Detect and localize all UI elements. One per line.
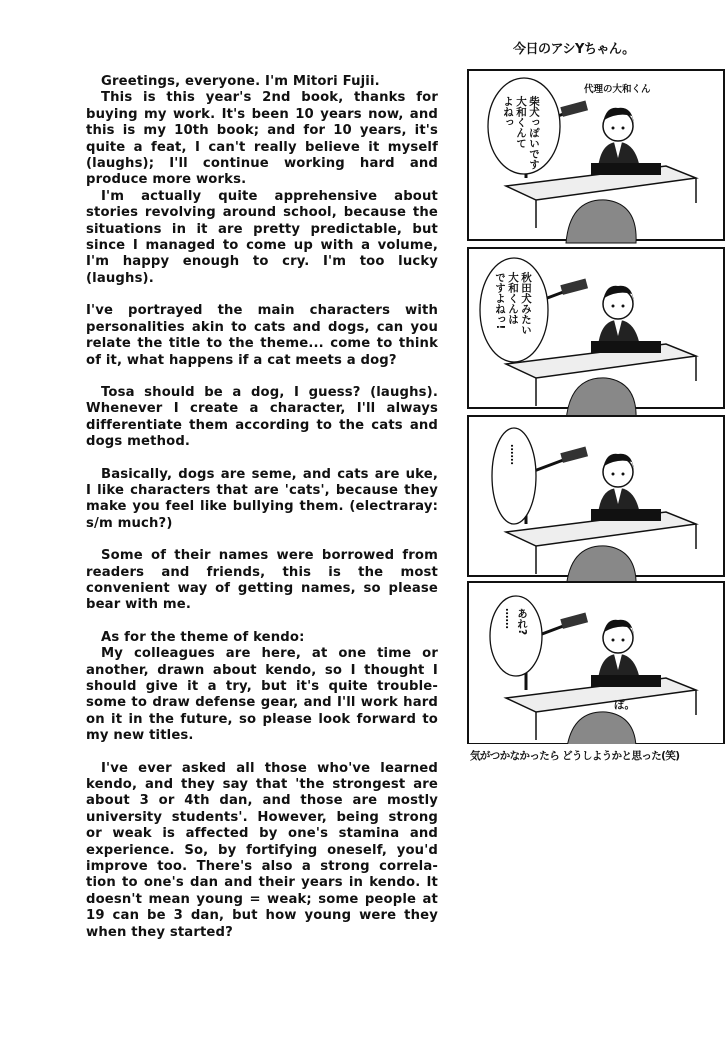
paragraph-school-stories: I'm actually quite apprehensive about stories revolving around school, because the situations in it are pretty predictable, but since I managed to come up with a volume, I'm happy enough to cry. I'm too lucky (laughs). — [86, 188, 438, 286]
paragraph-kendo-dan: I've ever asked all those who've learned kendo, and they say that 'the strongest are about 3 or 4th dan, and those are mostly university students'. However, being strong or weak is affected by one's stamina and experience. So, by fortifying oneself, you'd improve too. There's also a strong correla-tion to one's dan and their years in kendo. It doesn't mean young = weak; some people at 19 can be 3 dan, but how young were they when they started? — [86, 760, 438, 940]
paragraph-cats-dogs: I've portrayed the main characters with personalities akin to cats and dogs, can you relate the title to the theme... come to think of it, what happens if a cat meets a dog? — [86, 303, 438, 368]
panel1-bubble-line1: 柴犬っぽいです — [528, 96, 540, 170]
paragraph-names: Some of their names were borrowed from readers and friends, this is the most convenient way of getting names, so please bear with me. — [86, 548, 438, 613]
panel2-bubble-line2: 大和くんは — [507, 272, 519, 325]
comic-panel-3 — [468, 416, 724, 589]
comic-panel-2 — [468, 248, 724, 421]
paragraph-kendo-colleagues: My colleagues are here, at one time or another, drawn about kendo, so I thought I should give it a try, but it's quite trouble-some to draw defense gear, and I'll work hard on it in the future, so please look forward to my new titles. — [86, 646, 438, 744]
comic-title: 今日のアシYちゃん。 — [513, 42, 635, 57]
paragraph-kendo-heading: As for the theme of kendo: — [101, 629, 305, 645]
paragraph-seme-uke: Basically, dogs are seme, and cats are uke, I like characters that are 'cats', because they make you feel like bullying them. (electraray: s/m much?) — [86, 466, 438, 531]
paragraph-greeting: Greetings, everyone. I'm Mitori Fujii. — [101, 74, 380, 89]
comic-caption: 気がつかなかったら どうしようかと思った(笑) — [470, 750, 680, 762]
panel2-bubble-line1: 秋田犬みたい — [520, 272, 532, 335]
panel4-sfx: ぽ。 — [614, 699, 635, 711]
comic-panel-1 — [468, 70, 724, 243]
author-note-text — [86, 74, 438, 957]
panel2-bubble-line3: ですよねっ! — [494, 272, 506, 330]
paragraph-second-book: This is this year's 2nd book, thanks for buying my work. It's been 10 years now, and this is my 10th book; and for 10 years, it's quite a feat, I can't really believe it myself (laughs); I'll continue working hard and produce more works. — [86, 90, 438, 188]
comic-panel-4 — [468, 582, 724, 744]
panel3-bubble: …… — [508, 444, 520, 465]
panel4-bubble-line1: あれ? — [516, 608, 528, 636]
panel1-bubble-line3: よねっ — [502, 96, 514, 128]
panel1-bubble-line2: 大和くんて — [515, 96, 527, 149]
four-panel-comic — [466, 68, 726, 744]
paragraph-tosa: Tosa should be a dog, I guess? (laughs). Whenever I create a character, I'll always differentiate them according to the cats and dogs method. — [86, 384, 438, 450]
panel4-bubble-line2: …… — [503, 608, 515, 629]
panel1-label: 代理の大和くん — [584, 84, 651, 95]
